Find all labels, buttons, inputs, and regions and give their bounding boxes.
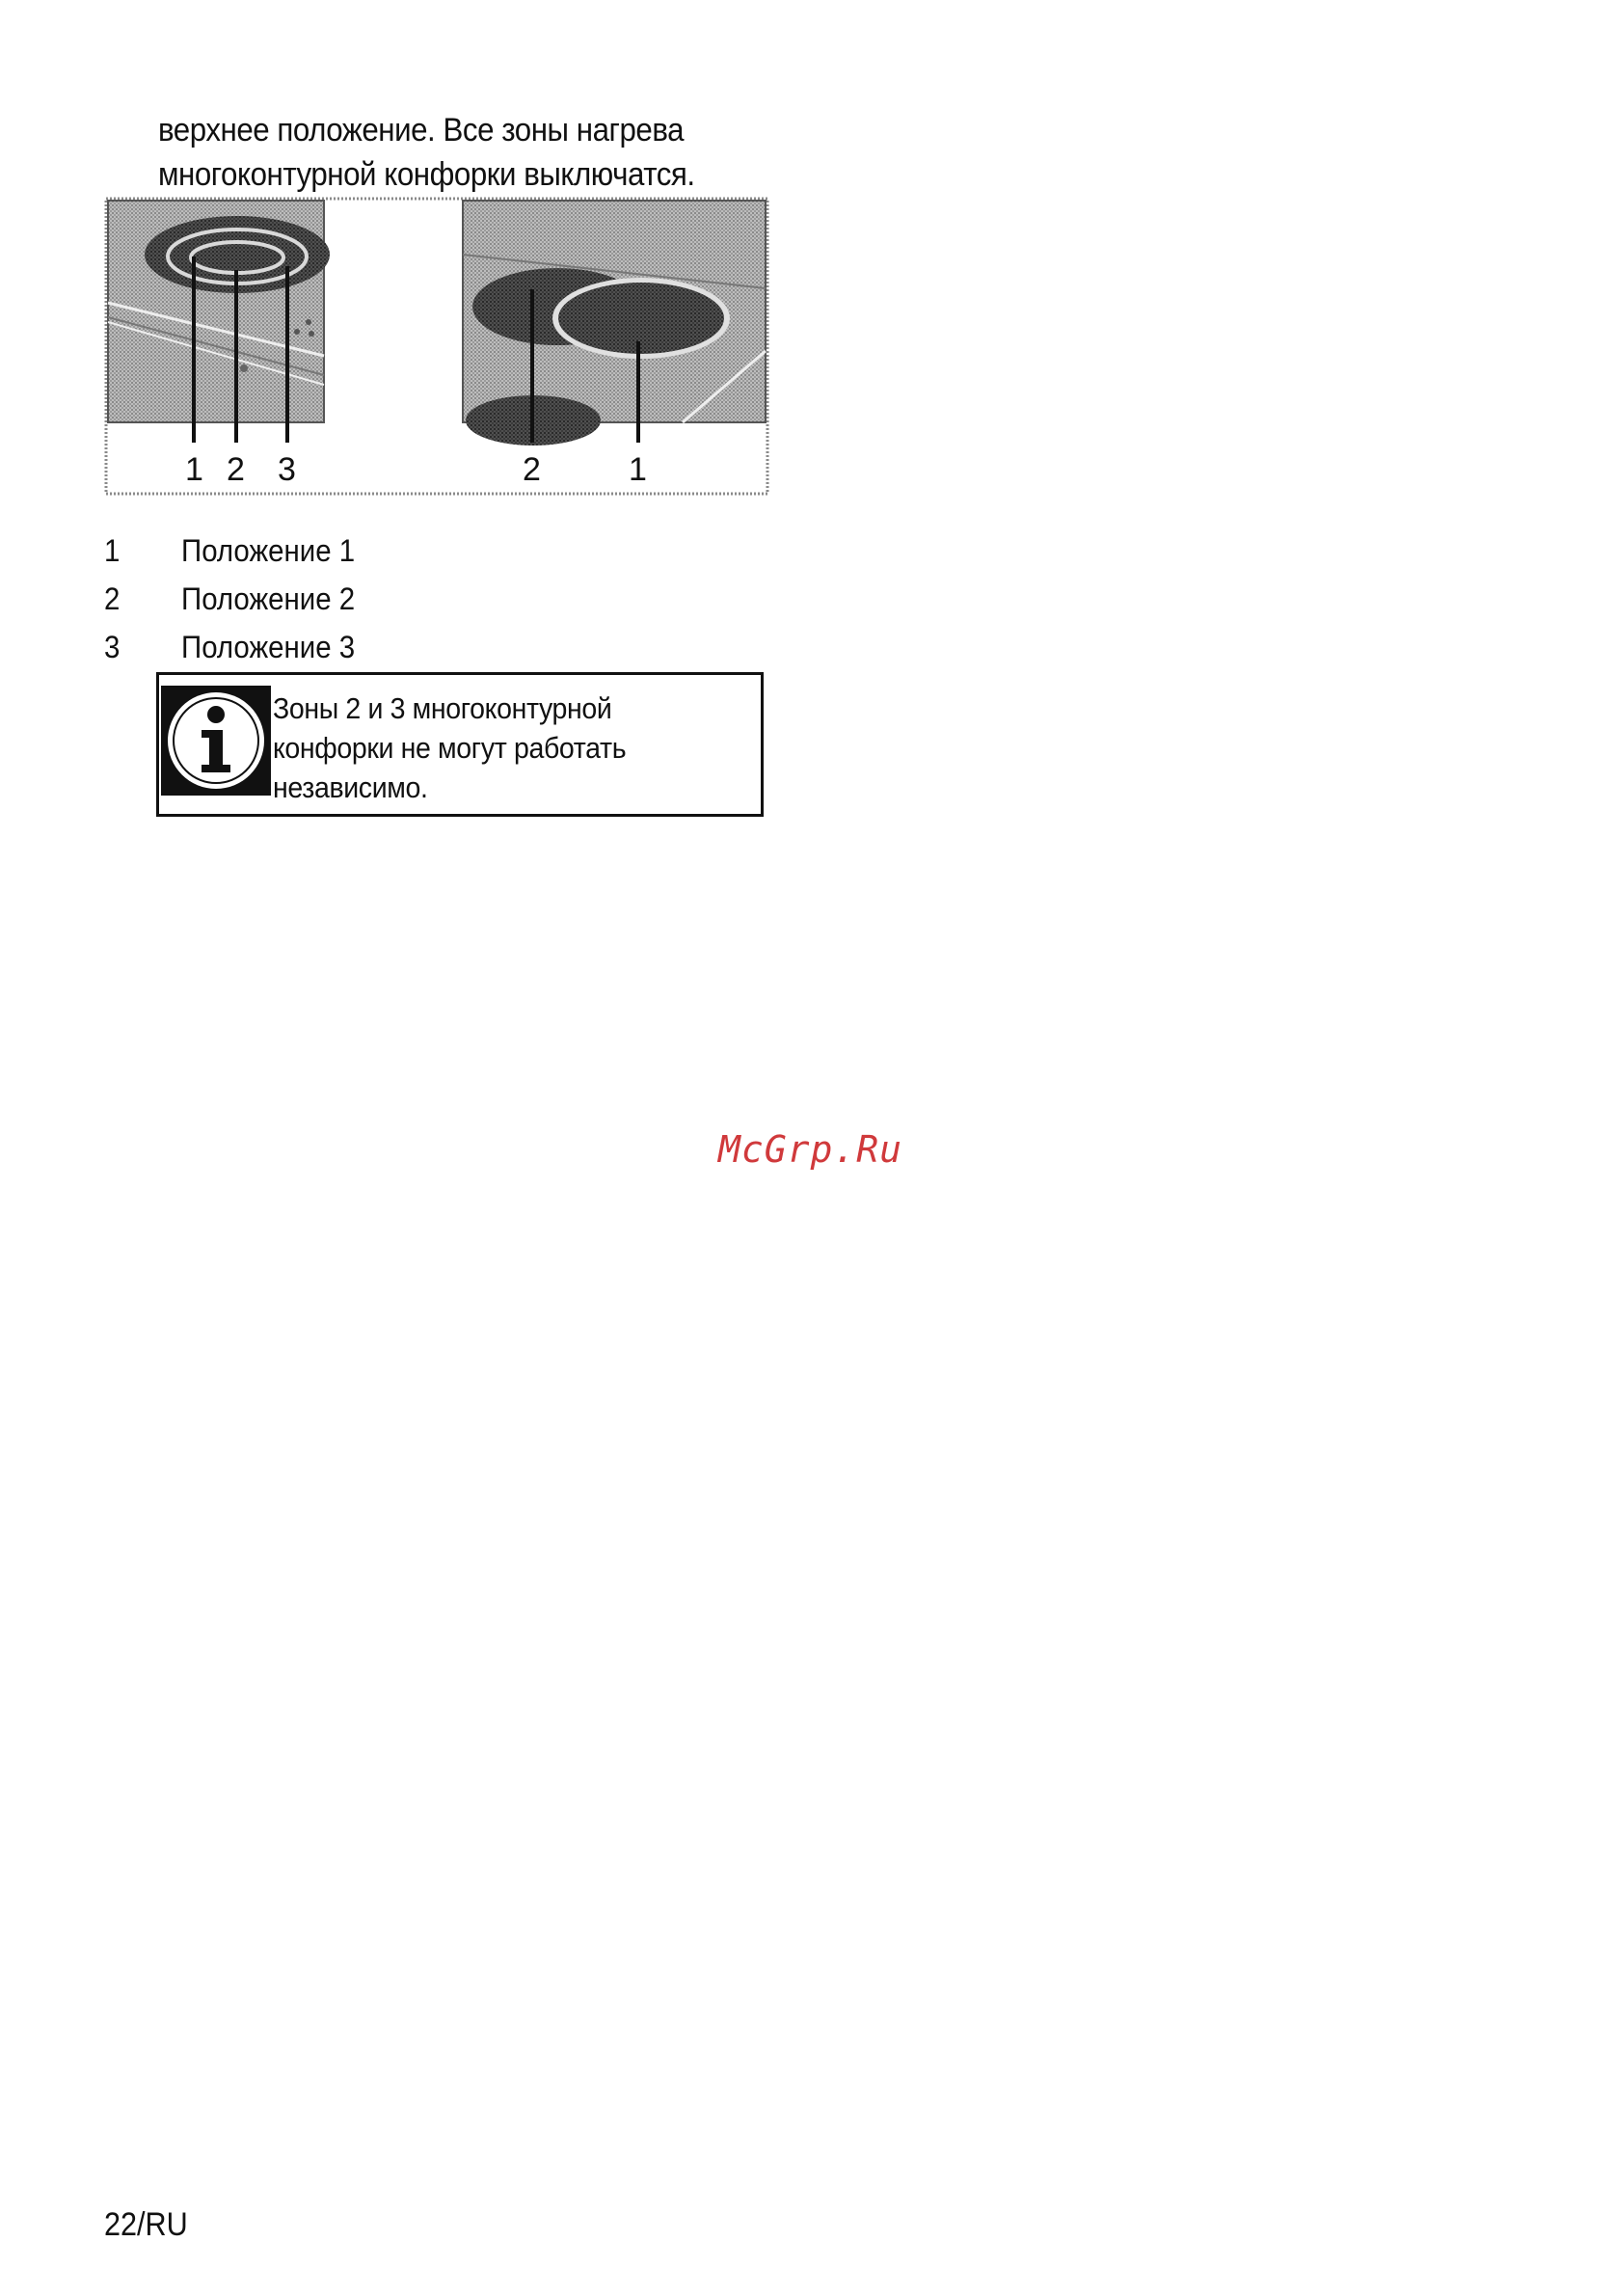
info-note-line-1: Зоны 2 и 3 многоконтурной — [273, 691, 612, 725]
hob-zones-figure — [104, 197, 769, 496]
info-note-text — [273, 689, 769, 807]
intro-line-2: многоконтурной конфорки выключатся. — [158, 156, 695, 193]
intro-line-1: верхнее положение. Все зоны нагрева — [158, 112, 685, 149]
legend-row — [104, 575, 636, 623]
figure-label-3: 3 — [278, 451, 296, 488]
info-note-line-2: конфорки не могут работать — [273, 731, 627, 765]
info-note-line-3: независимо. — [273, 770, 428, 804]
legend-number: 2 — [104, 581, 121, 616]
figure-label-right-2: 2 — [523, 451, 541, 488]
position-legend — [104, 527, 636, 671]
figure-label-1: 1 — [185, 451, 203, 488]
info-icon — [161, 686, 271, 796]
legend-label: Положение 2 — [181, 581, 356, 616]
legend-row — [104, 623, 636, 671]
figure-label-2: 2 — [227, 451, 245, 488]
legend-label: Положение 1 — [181, 533, 356, 568]
right-hob-panel — [463, 201, 766, 446]
info-note — [156, 672, 764, 817]
legend-label: Положение 3 — [181, 630, 356, 664]
legend-row — [104, 527, 636, 575]
legend-number: 3 — [104, 630, 121, 664]
page-number: 22/RU — [104, 2206, 188, 2243]
watermark: McGrp.Ru — [718, 1128, 903, 1171]
legend-number: 1 — [104, 533, 121, 568]
figure-label-right-1: 1 — [629, 451, 647, 488]
dual-zone-1 — [558, 283, 724, 354]
intro-text — [158, 108, 743, 197]
hob-zones-illustration — [104, 197, 769, 496]
left-hob-panel — [108, 201, 330, 443]
